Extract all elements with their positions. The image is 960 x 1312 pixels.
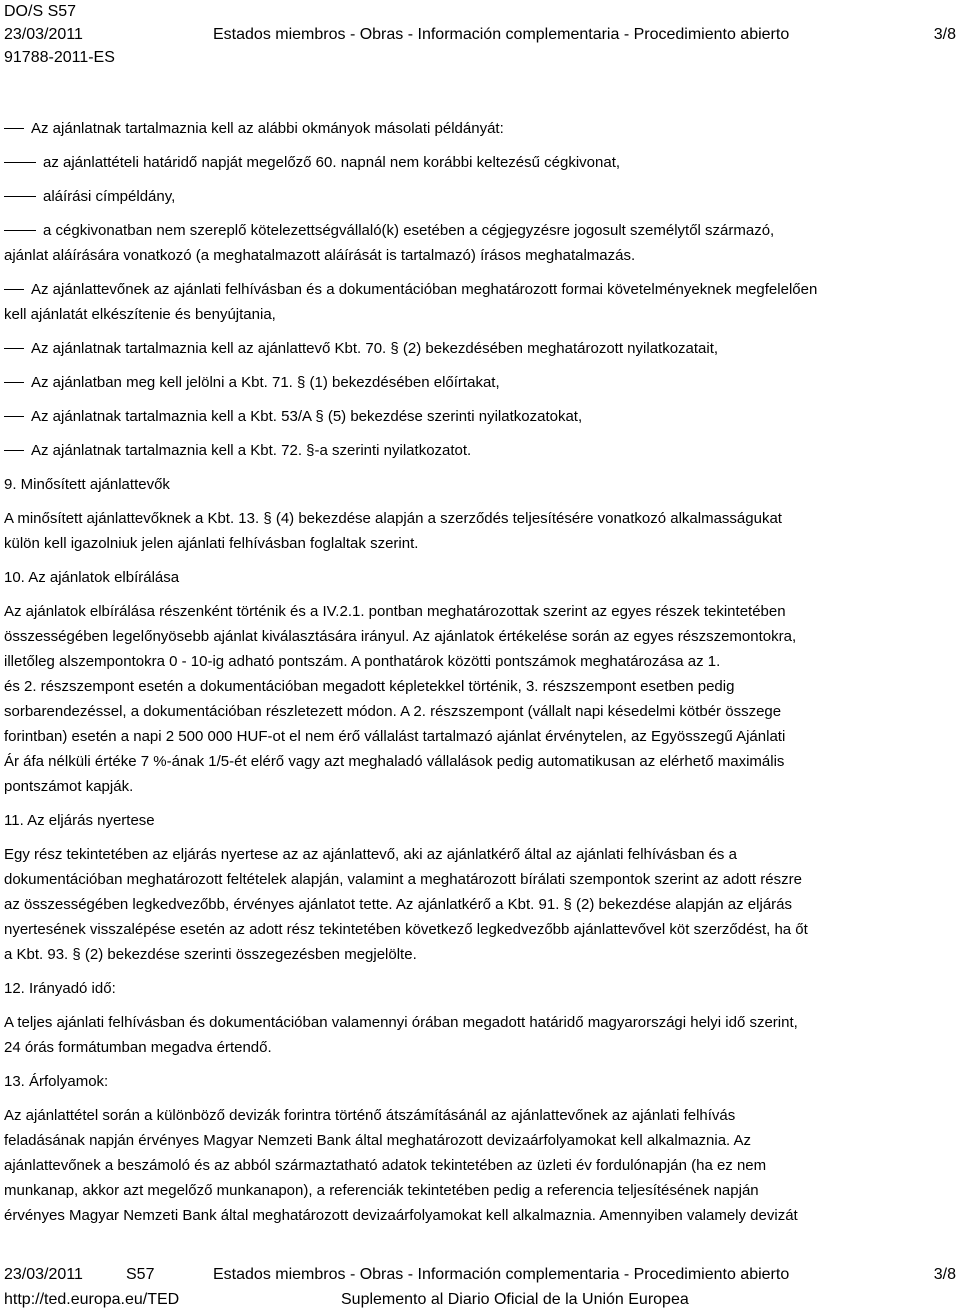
list-item: Az ajánlatban meg kell jelölni a Kbt. 71. § (1) bekezdésében előírtakat, bbox=[4, 370, 954, 395]
list-item: Az ajánlatnak tartalmaznia kell az alábbi okmányok másolati példányát: bbox=[4, 116, 954, 141]
paragraph: Az ajánlatok elbírálása részenként történik és a IV.2.1. pontban meghatározottak szerint az egyes részek tekintetében összességében legelőnyösebb ajánlat kiválasztására irányul. Az ajánlatok értékelése során az egyes részszemontokra, illetőleg alszempontokra 0 - 10-ig adható pontszám. A ponthatárok közötti pontszámok meghatározása az 1. és 2. részszempont esetén a dokumentációban megadott képletekkel történik, 3. részszempont esetben pedig sorbarendezéssel, a dokumentációban részletezett módon. A 2. részszempont (vállalt napi késedelmi kötbér összege forintban) esetén a napi 2 500 000 HUF-ot el nem érő vállalást tartalmazó ajánlat érvénytelen, az Egyösszegű Ajánlati Ár áfa nélküli értéke 7 %-ának 1/5-ét elérő vagy azt meghaladó vállalások pedig automatikusan az elérhető maximális pontszámot kapják. bbox=[4, 603, 797, 795]
dash-marker bbox=[4, 450, 24, 451]
dash-marker bbox=[4, 128, 24, 129]
section-heading: 13. Árfolyamok: bbox=[4, 1073, 109, 1090]
list-item: Az ajánlatnak tartalmaznia kell az ajánlattevő Kbt. 70. § (2) bekezdésében meghatározott nyilatkozatait, bbox=[4, 336, 954, 361]
paragraph: A teljes ajánlati felhívásban és dokumentációban valamennyi órában megadott határidő magyarországi helyi idő szerint, 24 órás formátumban megadva értendő. bbox=[4, 1014, 798, 1056]
footer-title: Estados miembros - Obras - Información complementaria - Procedimiento abierto bbox=[213, 1266, 790, 1283]
paragraph: Az ajánlattétel során a különböző devizák forintra történő átszámításánál az ajánlattevőnek az ajánlati felhívás feladásának napján érvényes Magyar Nemzeti Bank által meghatározott devizaárfolyamokat kell alkalmaznia. Az ajánlattevőnek a beszámoló és az abból származtatható adatok tekintetében az üzleti év fordulónapján (ha ez nem munkanap, akkor azt megelőző munkanapon), a referenciák tekintetében pedig a referencia teljesítésének napján érvényes Magyar Nemzeti Bank által meghatározott devizaárfolyamokat kell alkalmaznia. Amennyiben valamely devizát bbox=[4, 1107, 798, 1224]
sub-list-item: az ajánlattételi határidő napját megelőző 60. napnál nem korábbi keltezésű cégkivonat, bbox=[4, 150, 954, 175]
header-page-number: 3/8 bbox=[933, 26, 956, 43]
sub-list-item: aláírási címpéldány, bbox=[4, 184, 954, 209]
list-item: Az ajánlattevőnek az ajánlati felhívásban és a dokumentációban meghatározott formai követelményeknek megfelelően kell ajánlatát elkészítenie és benyújtania, bbox=[4, 281, 818, 323]
dash-marker bbox=[4, 416, 24, 417]
dash-marker bbox=[4, 348, 24, 349]
list-item: Az ajánlatnak tartalmaznia kell a Kbt. 72. §-a szerinti nyilatkozatot. bbox=[4, 438, 954, 463]
dash-marker bbox=[4, 230, 36, 231]
header-date: 23/03/2011 bbox=[4, 26, 83, 43]
page-footer bbox=[4, 1262, 956, 1312]
dash-marker bbox=[4, 382, 24, 383]
list-item: Az ajánlatnak tartalmaznia kell a Kbt. 53/A § (5) bekezdése szerinti nyilatkozatokat, bbox=[4, 404, 954, 429]
section-heading: 11. Az eljárás nyertese bbox=[4, 812, 155, 829]
sub-list-item: a cégkivonatban nem szereplő kötelezettségvállaló(k) esetében a cégjegyzésre jogosult személytől származó, ajánlat aláírására vonatkozó (a meghatalmazott aláírását is tartalmazó) írásos meghatalmazás. bbox=[4, 222, 775, 264]
footer-series: S57 bbox=[126, 1266, 155, 1283]
header-series: DO/S S57 bbox=[4, 3, 77, 20]
dash-marker bbox=[4, 162, 36, 163]
header-notice-id: 91788-2011-ES bbox=[4, 49, 115, 66]
paragraph: Egy rész tekintetében az eljárás nyertese az az ajánlattevő, aki az ajánlatkérő által az ajánlati felhívásban és a dokumentációban meghatározott feltételek alapján, valamint a meghatározott bírálati szempontok szerint az adott részre az összességében legkedvezőbb, érvényes ajánlatot tette. Az ajánlatkérő a Kbt. 91. § (2) bekezdése alapján az eljárás nyertesének visszalépése esetén az adott rész tekintetében következő legkedvezőbb ajánlattevővel köt szerződést, ha őt a Kbt. 93. § (2) bekezdése szerinti összegezésben megjelölte. bbox=[4, 846, 808, 963]
footer-date: 23/03/2011 bbox=[4, 1266, 83, 1283]
section-heading: 12. Irányadó idő: bbox=[4, 980, 116, 997]
header-title: Estados miembros - Obras - Información complementaria - Procedimiento abierto bbox=[213, 26, 790, 43]
paragraph: A minősített ajánlattevőknek a Kbt. 13. § (4) bekezdése alapján a szerződés teljesítésére vonatkozó alkalmasságukat külön kell igazolniuk jelen ajánlati felhívásban foglaltak szerint. bbox=[4, 510, 782, 552]
footer-page-number: 3/8 bbox=[933, 1266, 956, 1283]
footer-url-link[interactable]: http://ted.europa.eu/TED bbox=[4, 1291, 180, 1308]
dash-marker bbox=[4, 196, 36, 197]
document-body bbox=[4, 116, 954, 1228]
footer-publication: Suplemento al Diario Oficial de la Unión Europea bbox=[341, 1291, 689, 1308]
dash-marker bbox=[4, 289, 24, 290]
section-heading: 9. Minősített ajánlattevők bbox=[4, 476, 170, 493]
page-header bbox=[4, 0, 956, 69]
section-heading: 10. Az ajánlatok elbírálása bbox=[4, 569, 180, 586]
